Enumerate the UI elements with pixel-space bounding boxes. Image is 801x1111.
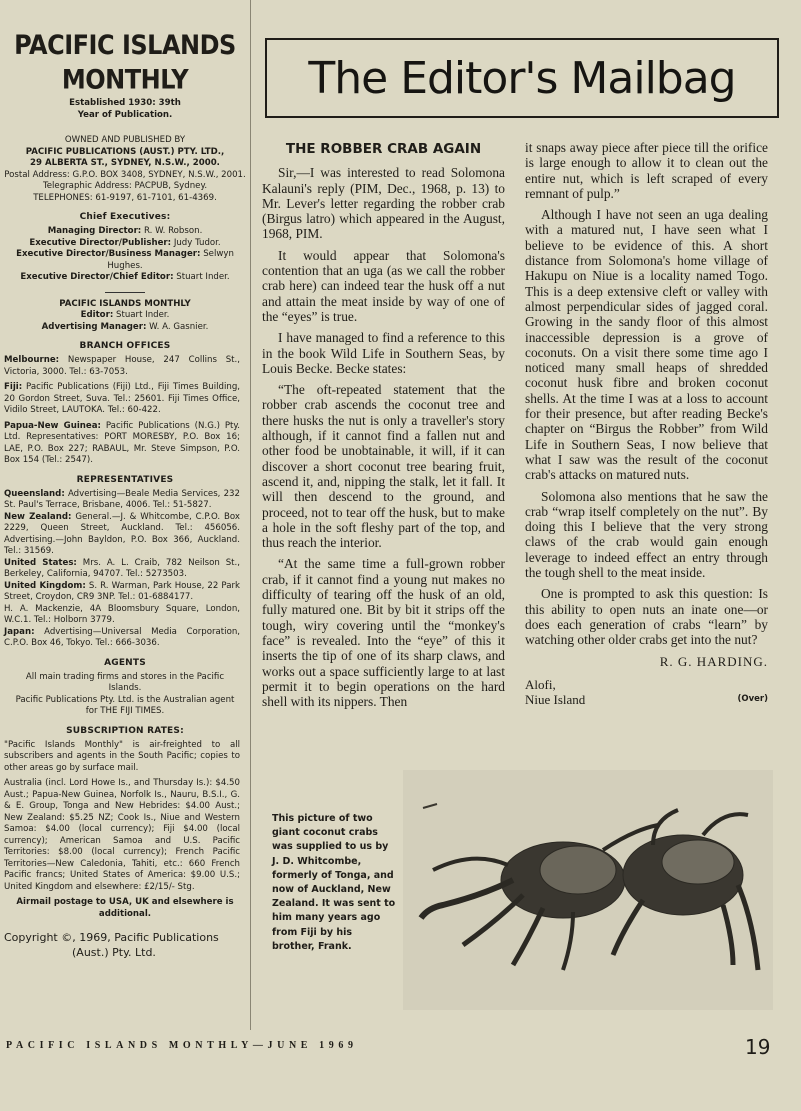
sender-location [525, 677, 585, 707]
established-text: Established 1930: 39th [69, 98, 181, 108]
executive-item: Managing Director: R. W. Robson. [47, 226, 203, 236]
letter-column-1 [262, 140, 505, 715]
place-line-2: Niue Island [525, 691, 586, 707]
rep-item: United Kingdom: S. R. Warman, Park House, 22 Park Street, Croydon, CR9 3NP. Tel.: 01-6884177. [4, 580, 240, 602]
paragraph: Sir,—I was interested to read Solomona Kalauni's reply (PIM, Dec., 1968, p. 13) to Mr. Lever's letter regarding the robber crab (Birgus latro) which appeared in the August, 1968, PIM. [262, 165, 505, 242]
year-of-publication: Year of Publication. [77, 109, 173, 120]
copyright [0, 930, 250, 960]
executive-item: Executive Director/Business Manager: Selwyn Hughes. [16, 249, 234, 271]
divider [105, 292, 145, 293]
airmail-note: Airmail postage to USA, UK and elsewhere is additional. [16, 897, 234, 919]
executive-item: Executive Director/Chief Editor: Stuart Inder. [20, 272, 230, 282]
publisher-name: PACIFIC PUBLICATIONS (AUST.) PTY. LTD., [25, 146, 225, 157]
copyright-line-1: Copyright ©, 1969, Pacific Publications [4, 931, 219, 944]
rep-item: Japan: Advertising—Universal Media Corporation, C.P.O. Box 46, Tokyo. Tel.: 666-3036. [4, 626, 241, 648]
pim-heading: PACIFIC ISLANDS MONTHLY [59, 298, 191, 309]
branch-item: Papua-New Guinea: Pacific Publications (N.G.) Pty. Ltd. Representatives: PORT MORESBY, P.O. Box 16; LAE, P.O. Box 227; RABAUL, Mr. Steve Simpson, P.O. Box 154 (Tel.: 2547). [4, 420, 241, 465]
paragraph: It would appear that Solomona's contention that an uga (as we call the robber crab here) can indeed tear the husk off a nut and attain the meat inside by way of one of the “eyes” is true. [262, 247, 505, 324]
paragraph: Solomona also mentions that he saw the crab “wrap itself completely on the nut”. By doing this I believe that the very strong claws of the crab would gain enough leverage to indeed effect an entry through the tough shell to the meat inside. [525, 488, 768, 581]
over-note: (Over) [737, 693, 768, 704]
agents-line-1: All main trading firms and stores in the Pacific Islands. [25, 671, 225, 693]
photo-caption: This picture of two giant coconut crabs was supplied to us by J. D. Whitcombe, formerly of Tonga, and now of Auckland, New Zealand. It was sent to him many years ago from Fiji by his brother, Frank. [272, 813, 396, 952]
article-heading: THE ROBBER CRAB AGAIN [285, 141, 482, 157]
advertising-line: Advertising Manager: W. A. Gasnier. [41, 321, 209, 332]
pim-staff [0, 299, 250, 334]
owned-line: OWNED AND PUBLISHED BY [64, 135, 186, 145]
subscription-intro: "Pacific Islands Monthly" is air-freighted to all subscribers and agents in the South Pacific; copies to other areas go by surface mail. [4, 739, 240, 773]
masthead-line-2: MONTHLY [61, 63, 189, 96]
established-line [0, 98, 250, 121]
executive-item: Executive Director/Publisher: Judy Tudor. [29, 237, 221, 248]
signature: R. G. HARDING. [659, 653, 768, 669]
paragraph: it snaps away piece after piece till the orifice is large enough to allow it to clean out the entire nut, which is left scraped of every remnant of pulp.” [525, 140, 768, 201]
signature-row [525, 671, 768, 707]
rep-item: New Zealand: General.—J. & Whitcombe, C.P.O. Box 2229, Queen Street, Auckland. Tel.: 456056. Advertising.—John Bayldon, P.O. Box 366, Auckland. Tel.: 31569. [4, 511, 240, 556]
agents-heading: AGENTS [104, 657, 146, 668]
rep-item: H. A. Mackenzie, 4A Bloomsbury Square, London, W.C.1. Tel.: Holborn 3779. [4, 603, 240, 625]
section-title: The Editor's Mailbag [308, 52, 736, 104]
masthead-column [0, 0, 251, 1030]
page-number: 19 [745, 1035, 771, 1059]
agents-line-2: Pacific Publications Pty. Ltd. is the Australian agent for THE FIJI TIMES. [15, 694, 235, 716]
rep-item: United States: Mrs. A. L. Craib, 782 Neilson St., Berkeley, California, 94707. Tel.: 5273503. [4, 557, 241, 579]
paragraph: “At the same time a full-grown robber crab, if it cannot find a young nut makes no difficulty of tearing off the husk of an old, fully matured one. Bit by bit it strips off the tough, wiry covering until the “monkey's face” is revealed. Into the “eye” of this it inserts the tip of one of its sharp claws, and works out a space sufficiently large to at last permit it to begin operations on the hard shell with its nippers. Then [262, 556, 505, 710]
executives-heading: Chief Executives: [79, 212, 171, 222]
subscription-rates: Australia (incl. Lord Howe Is., and Thursday Is.): $4.50 Aust.; Papua-New Guinea, Norfolk Is., Nauru, B.S.I., G. & E. Group, Tonga and New Hebrides: $4.00 Aust.; New Zealand: $5.25 NZ; Cook Is., Niue and Western Samoa: $4.00 (local currency); Fiji $4.00 (local currency); American Samoa and U.S. Pacific Territories: $8.00 (local currency); French Pacific Territories—New Caledonia, Tahiti, etc.: 660 French Pacific francs; United States of America: $9.00 U.S.; United Kingdom and elsewhere: £2/15/- Stg. [4, 778, 240, 892]
editor-line: Editor: Stuart Inder. [80, 310, 170, 320]
paragraph: One is prompted to ask this question: Is this ability to open nuts an inate one—or does each generation of crabs “learn” by watching other older crabs get into the nut? [525, 586, 768, 648]
paragraph: “The oft-repeated statement that the robber crab ascends the coconut tree and there husks the nut is only a traveller's story although, if it cannot find a fallen nut and other food be unobtainable, it will, if it can discover a short coconut tree bearing fruit, ascend it, and, nipping the stalk, let it fall. It will then descend to the ground, and proceed, not to tear off the husk, but to make a hole in the soft fleshy part of the top, and thus reach the interior. [262, 382, 505, 551]
telegraphic-address: Telegraphic Address: PACPUB, Sydney. [42, 181, 208, 191]
representatives-heading: REPRESENTATIVES [76, 474, 174, 485]
coconut-crabs-illustration [403, 770, 773, 1010]
postal-address: Postal Address: G.P.O. BOX 3408, SYDNEY, N.S.W., 2001. [4, 169, 246, 180]
ownership-block [0, 135, 250, 204]
copyright-line-2: (Aust.) Pty. Ltd. [72, 946, 156, 959]
place-line-1: Alofi, [525, 676, 556, 692]
branch-offices-heading: BRANCH OFFICES [79, 341, 171, 351]
letter-column-2 [525, 140, 768, 707]
coconut-crabs-photo [403, 770, 773, 1010]
footer-running-title: PACIFIC ISLANDS MONTHLY—JUNE 1969 [6, 1040, 358, 1051]
executives-list [0, 226, 250, 284]
branch-item: Melbourne: Newspaper House, 247 Collins St., Victoria, 3000. Tel.: 63-7053. [4, 355, 241, 377]
telephones: TELEPHONES: 61-9197, 61-7101, 61-4369. [33, 192, 217, 203]
section-title-box [265, 38, 779, 118]
paragraph: Although I have not seen an uga dealing with a matured nut, I have seen what I believe to be evidence of this. A short distance from Solomona's home village of Hakupu on Niue is a locality named Togo. This is a deep extensive cleft or valley with almost perpendicular sides of jagged coral. Growing in the sandy floor of this almost inaccessible depression is a grove of coconuts. On a visit there some time ago I noticed many small heaps of shredded coconut husk fibre and broken coconut shells. At the time I was at a loss to account for their presence, but after reading Becke's chapter on “Birgus the Robber” from Wild Life in Southern Seas, I now believe that what I saw was the result of the coconut crab's attacks on matured nuts. [525, 207, 768, 483]
subscription-heading: SUBSCRIPTION RATES: [66, 725, 184, 736]
masthead-line-1: PACIFIC ISLANDS [14, 29, 236, 61]
publisher-street: 29 ALBERTA ST., SYDNEY, N.S.W., 2000. [30, 158, 220, 168]
rep-item: Queensland: Advertising—Beale Media Services, 232 St. Paul's Terrace, Brisbane, 4006. Tel.: 51-5827. [4, 488, 240, 510]
branch-item: Fiji: Pacific Publications (Fiji) Ltd., Fiji Times Building, 20 Gordon Street, Suva. Tel.: 25601. Fiji Times Office, Vidilo Street, LAUTOKA. Tel.: 60-422. [4, 382, 241, 415]
paragraph: I have managed to find a reference to this in the book Wild Life in Southern Seas, by Louis Becke. Becke states: [262, 330, 505, 376]
masthead-title [0, 28, 250, 97]
